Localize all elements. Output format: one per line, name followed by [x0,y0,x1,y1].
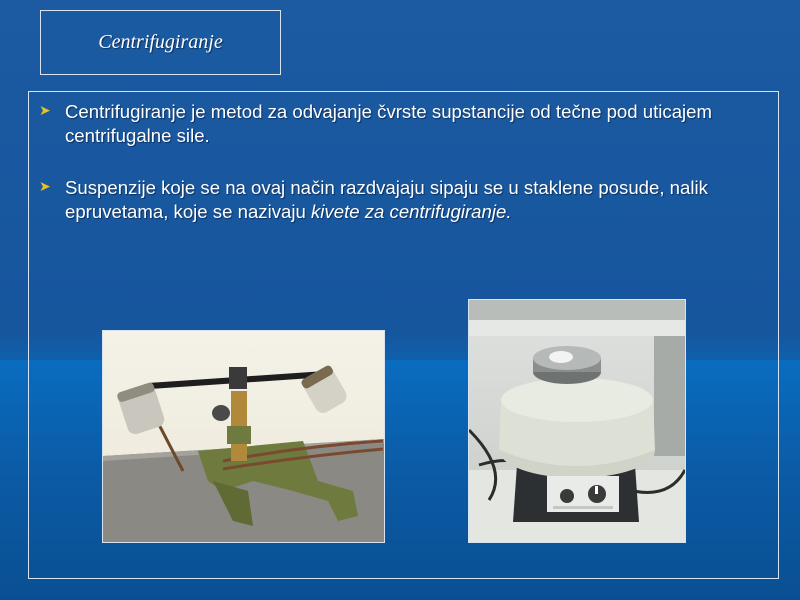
bullet-text: Centrifugiranje je metod za odvajanje čvrste supstancije od tečne pod uticajem centrifugalne sile. [65,101,713,146]
hand-centrifuge-photo [102,330,385,543]
bullet-text-italic: kivete za centrifugiranje. [311,201,512,222]
bullet-item [39,100,769,148]
title-box [40,10,281,75]
slide-title: Centrifugiranje [98,31,223,53]
bullet-list [39,100,769,252]
arrow-right-icon: ➤ [39,178,51,194]
bullet-item [39,176,769,224]
bullet-text-regular: Suspenzije koje se na ovaj način razdvajaju sipaju se u staklene posude, nalik epruvetama, koje se nazivaju [65,177,708,222]
electric-centrifuge-photo [468,299,686,543]
bullet-text [65,177,708,222]
arrow-right-icon: ➤ [39,102,51,118]
